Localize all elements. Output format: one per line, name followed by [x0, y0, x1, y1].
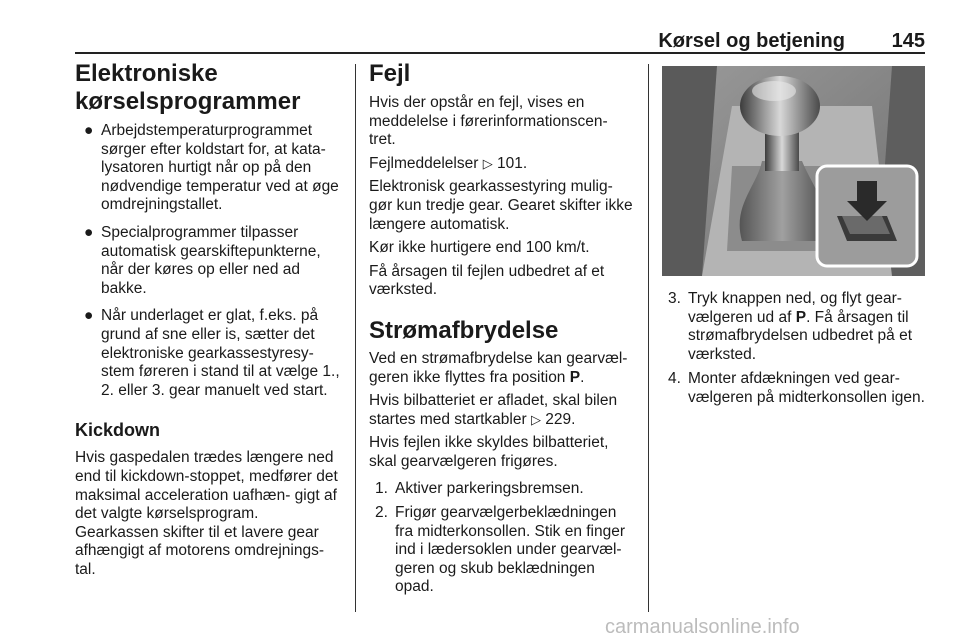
- page-number: 145: [891, 30, 925, 52]
- bullet-item: [75, 224, 343, 298]
- step-text: Frigør gearvælgerbeklædningen fra midterkonsollen. Stik en finger ind i lædersoklen under gearvæl‐ geren og skub beklædningen opad.: [395, 504, 626, 596]
- header-rule: [75, 52, 925, 54]
- kickdown-text: Hvis gaspedalen trædes længere ned end til kickdown-stoppet, medfører det maksimal acceleration uafhæn‐ gigt af det valgte kørselsprogram. Gearkassen skifter til et lavere gear afhængigt af motorens omdrejnings‐ tal.: [75, 449, 338, 578]
- column-divider-left: [355, 64, 356, 612]
- fejl-paragraph-4: Kør ikke hurtigere end 100 km/t.: [369, 239, 590, 257]
- step-text: Monter afdækningen ved gear‐ vælgeren på midterkonsollen igen.: [688, 370, 925, 406]
- header-title: Kørsel og betjening: [658, 30, 845, 52]
- fejl-p2-text: Fejlmeddelelser: [369, 154, 479, 172]
- watermark: carmanualsonline.info: [605, 616, 800, 638]
- step-number: 4.: [668, 370, 681, 388]
- fejl-paragraph-5: Få årsagen til fejlen udbedret af et værksted.: [369, 262, 605, 299]
- gear-selector-photo: [662, 66, 925, 276]
- column-2: [369, 60, 637, 597]
- column-divider-right: [648, 64, 649, 612]
- column-3: [662, 66, 925, 408]
- page-reference[interactable]: 229.: [545, 410, 576, 428]
- bullet-text: Specialprogrammer tilpasser automatisk gearskiftepunkterne, når der køres op eller ned ad bakke.: [101, 223, 321, 297]
- step-text: Aktiver parkeringsbremsen.: [395, 479, 584, 497]
- page-header: [75, 30, 925, 52]
- heading-electronic-programs: Elektroniske kørselsprogrammer: [75, 60, 301, 115]
- step-text: Tryk knappen ned, og flyt gear‐ vælgeren ud af: [688, 290, 902, 326]
- step-text-cont: . Få årsagen til strømafbrydelsen udbedret på et værksted.: [688, 308, 913, 363]
- fejl-paragraph-1: Hvis der opstår en fejl, vises en meddelelse i førerinformationscen‐ tret.: [369, 94, 608, 149]
- fejl-paragraph-2: [369, 155, 637, 174]
- bullet-text: Når underlaget er glat, f.eks. på grund af sne eller is, sætter det elektroniske gearkassestyresy‐ stem føreren i stand til at vælge 1., 2. eller 3. gear manuelt ved start.: [101, 307, 340, 399]
- strom-p2-text: Hvis bilbatteriet er afladet, skal bilen startes med startkabler: [369, 392, 618, 428]
- step-number: 3.: [668, 290, 681, 307]
- step-number: 2.: [375, 504, 388, 522]
- bullet-text: Arbejdstemperaturprogrammet sørger efter koldstart for, at kata‐ lysatoren hurtigt når op på den nødvendige temperatur ved at øge omdrejningstallet.: [101, 122, 339, 214]
- heading-stromafbrydelse: Strømafbrydelse: [369, 316, 559, 344]
- step-item: [662, 370, 925, 407]
- bullet-dot: ●: [84, 307, 94, 325]
- bullet-dot: ●: [84, 122, 94, 139]
- step-item: [662, 290, 925, 364]
- strom-paragraph-1: Ved en strømafbrydelse kan gearvæl‐ geren ikke flyttes fra position P.: [369, 349, 628, 386]
- bullet-dot: ●: [84, 223, 94, 241]
- page-reference-icon: ▷: [482, 155, 493, 171]
- position-p: P: [795, 308, 807, 326]
- heading-kickdown: Kickdown: [75, 420, 161, 441]
- strom-paragraph-3: Hvis fejlen ikke skyldes bilbatteriet, skal gearvælgeren frigøres.: [369, 434, 609, 470]
- strom-p1-text: Ved en strømafbrydelse kan gearvæl‐ geren ikke flyttes fra position: [369, 349, 628, 386]
- page-reference-icon: ▷: [530, 411, 541, 427]
- step-item: [369, 504, 637, 597]
- page-reference[interactable]: 101.: [497, 154, 528, 172]
- position-p: P: [569, 368, 581, 386]
- column-1: [75, 60, 343, 579]
- heading-fejl: Fejl: [369, 60, 411, 87]
- strom-paragraph-2: [369, 392, 637, 429]
- step-number: 1.: [375, 479, 388, 497]
- bullet-item: [75, 122, 343, 215]
- bullet-item: [75, 307, 343, 400]
- gear-selector-illustration: [662, 66, 925, 276]
- fejl-paragraph-3: Elektronisk gearkassestyring mulig‐ gør kun tredje gear. Gearet skifter ikke længere automatisk.: [369, 178, 633, 233]
- step-item: [369, 480, 637, 499]
